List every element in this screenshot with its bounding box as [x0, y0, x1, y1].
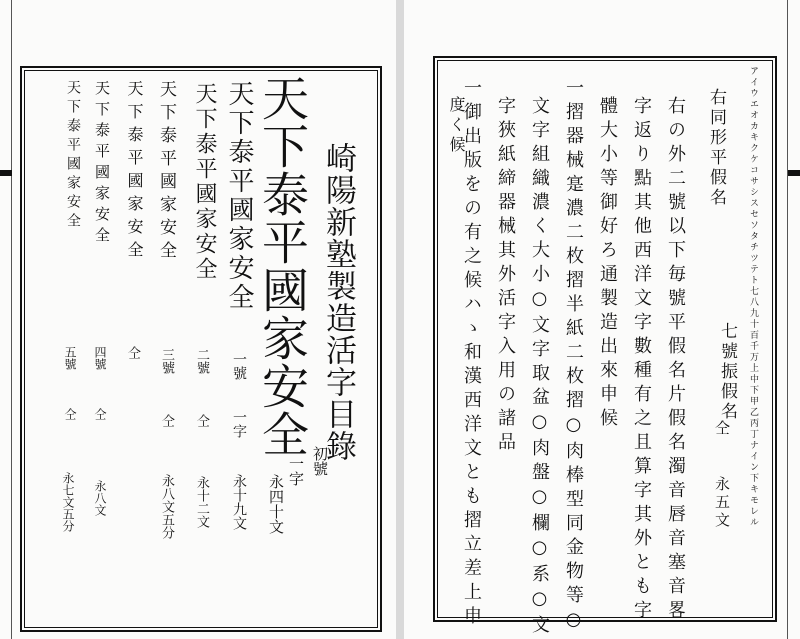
specimen-price-1: 永十九文 [231, 474, 247, 530]
specimen-size-3: 三號 [159, 348, 174, 374]
specimen-unit-5: 仝 [93, 408, 107, 420]
specimen-size-5: 四號 [93, 346, 107, 370]
note-line-8: 度く候 [447, 96, 466, 156]
specimen-unit-6: 仝 [63, 408, 77, 420]
specimen-size-2: 二號 [194, 348, 209, 374]
kana-size-price: 永五文 [713, 476, 731, 530]
specimen-sample-0: 天下泰平國家安全 [254, 74, 309, 458]
specimen-size-1: 一號 [231, 352, 247, 380]
note-line-0: 右同形平假名 [706, 88, 726, 208]
specimen-price-2: 永十二文 [194, 476, 209, 528]
note-line-4: 一摺器械寔濃二枚摺半紙二枚摺○肉棒型同金物等○ [563, 78, 584, 636]
right-page-edge [787, 0, 788, 639]
left-page-edge [11, 0, 12, 639]
specimen-sample-4: 天下泰平國家安全 [125, 80, 144, 264]
specimen-unit-2: 仝 [194, 414, 209, 427]
note-line-6: 字狹紙締器械其外活字入用の諸品 [495, 96, 516, 456]
specimen-size-0: 初號 [311, 446, 329, 476]
kana-sample-line: アイウエオカキクケコサシスセソタチツテト七八九十百千万上中下甲乙丙丁ナイン下キモレル [748, 66, 758, 528]
specimen-price-6: 永七文五分 [61, 472, 75, 532]
note-line-3: 體大小等御好ろ通製造出來申候 [597, 96, 618, 432]
catalog-title: 崎陽新塾製造活字目錄 [320, 142, 356, 462]
specimen-sample-6: 天下泰平國家安全 [65, 80, 81, 232]
specimen-unit-1: 一字 [231, 410, 247, 438]
note-line-1: 右の外二號以下毎號平假名片假名濁音唇音塞音畧 [665, 96, 686, 624]
note-line-5: 文字組織濃く大小○文字取盆○肉盤○欄○系○文 [529, 96, 550, 639]
page-gutter [396, 0, 404, 639]
note-line-2: 字返り點其他西洋文字數種有之且算字其外とも字 [631, 96, 652, 624]
specimen-sample-1: 天下泰平國家安全 [224, 80, 254, 312]
kana-size-title: 七號振假名 [717, 322, 737, 422]
left-edge-tab [0, 170, 12, 176]
specimen-price-3: 永八文五分 [159, 474, 174, 539]
specimen-unit-0: 一字 [287, 456, 305, 486]
specimen-size-4: 仝 [125, 346, 140, 359]
specimen-unit-3: 仝 [159, 414, 174, 427]
specimen-size-6: 五號 [63, 346, 77, 370]
specimen-sample-3: 天下泰平國家安全 [156, 80, 176, 264]
right-edge-tab [788, 170, 800, 176]
specimen-price-0: 永四十文 [267, 474, 285, 534]
specimen-sample-2: 天下泰平國家安全 [192, 82, 217, 282]
specimen-price-5: 永八文 [93, 480, 107, 516]
kana-size-unit: 仝 [713, 420, 731, 435]
specimen-sample-5: 天下泰平國家安全 [93, 80, 111, 248]
note-line-7: 一御出版をの有之候ハゝ和漢西洋文とも摺立差上申 [461, 78, 482, 630]
